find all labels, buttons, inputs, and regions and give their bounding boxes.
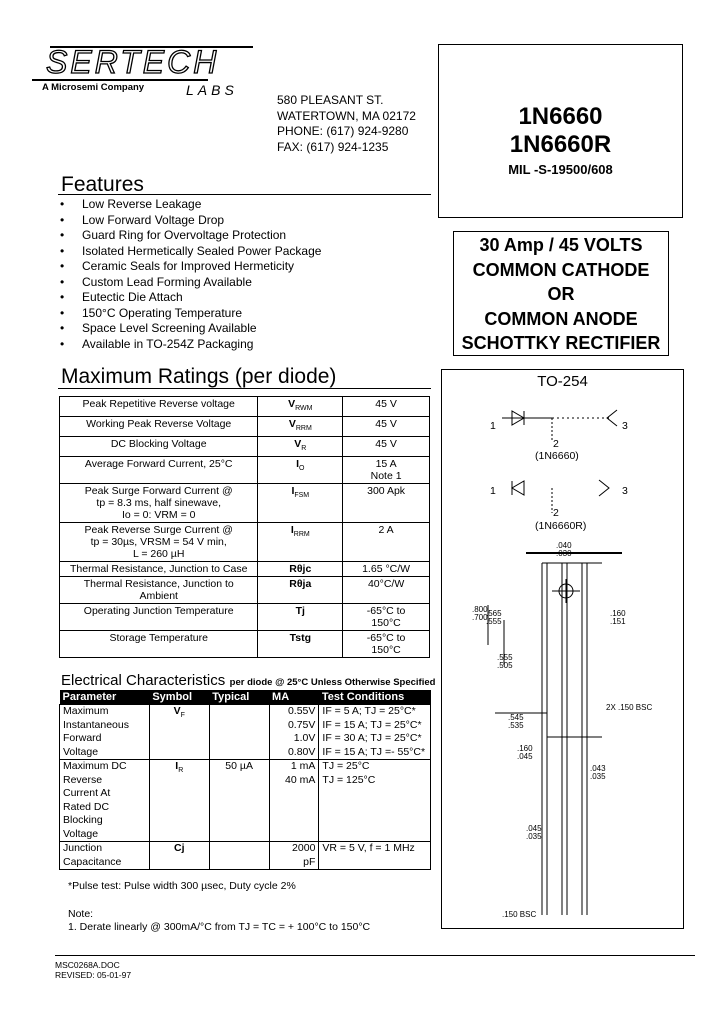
electrical-header: Symbol xyxy=(149,690,209,705)
electrical-parameter: Maximum DC Reverse Current At Rated DC Blocking Voltage xyxy=(60,760,150,842)
rating-parameter: Peak Surge Forward Current @ tp = 8.3 ms, half sinewave, Io = 0: VRM = 0 xyxy=(60,484,258,523)
rating-symbol: Rθjc xyxy=(258,562,343,577)
dim-label: .160 .151 xyxy=(610,609,626,626)
electrical-symbol: Cj xyxy=(149,842,209,870)
part-number-box xyxy=(438,44,683,218)
feature-item: • Available in TO-254Z Packaging xyxy=(56,337,321,353)
feature-item: • Eutectic Die Attach xyxy=(56,290,321,306)
pin-label: 3 xyxy=(622,485,628,497)
footer-revised: REVISED: 05-01-97 xyxy=(55,970,132,980)
mil-spec: MIL -S-19500/608 xyxy=(508,162,613,177)
variant-label: (1N6660R) xyxy=(535,520,587,532)
dim-label: .555 .505 xyxy=(497,653,513,670)
electrical-max: 2000 pF xyxy=(269,842,319,870)
rating-parameter: Peak Reverse Surge Current @ tp = 30µs, VRSM = 54 V min, L = 260 µH xyxy=(60,523,258,562)
address-line: PHONE: (617) 924-9280 xyxy=(277,124,409,138)
dim-label: 2X .150 BSC xyxy=(606,703,653,712)
rating-row xyxy=(60,484,430,523)
electrical-typical xyxy=(209,842,269,870)
electrical-row xyxy=(60,705,431,760)
symbol-subscript: O xyxy=(299,465,305,473)
package-title: TO-254 xyxy=(537,373,588,390)
feature-item: • Ceramic Seals for Improved Hermeticity xyxy=(56,259,321,275)
electrical-row xyxy=(60,842,431,870)
electrical-symbol: $I_R$ xyxy=(149,760,209,842)
footer-doc: MSC0268A.DOC xyxy=(55,960,120,970)
address-line: WATERTOWN, MA 02172 xyxy=(277,108,416,123)
company-logo xyxy=(28,40,258,105)
rating-row xyxy=(60,577,430,604)
rating-parameter: Storage Temperature xyxy=(60,631,258,658)
rating-parameter: Thermal Resistance, Junction to Case xyxy=(60,562,258,577)
rating-symbol: $I_{RRM}$ xyxy=(258,523,343,562)
symbol-subscript: F xyxy=(180,712,185,720)
max-ratings-title: Maximum Ratings (per diode) xyxy=(61,365,337,388)
electrical-max: 0.55V 0.75V 1.0V 0.80V xyxy=(269,705,319,760)
electrical-table xyxy=(59,690,431,870)
rating-symbol: Tj xyxy=(258,604,343,631)
electrical-parameter: Maximum Instantaneous Forward Voltage xyxy=(60,705,150,760)
rating-row xyxy=(60,417,430,437)
dim-label: .043 .035 xyxy=(590,764,606,781)
electrical-conditions: IF = 5 A; TJ = 25°C* IF = 15 A; TJ = 25°C* IF = 30 A; TJ = 25°C* IF = 15 A; TJ =- 55°C* xyxy=(319,705,431,760)
rating-symbol: $V_{RRM}$ xyxy=(258,417,343,437)
electrical-subtitle: per diode @ 25°C Unless Otherwise Specified xyxy=(229,677,436,688)
feature-item: • 150°C Operating Temperature xyxy=(56,306,321,322)
electrical-conditions: VR = 5 V, f = 1 MHz xyxy=(319,842,431,870)
pin-label: 3 xyxy=(622,420,628,432)
pin-label: 1 xyxy=(490,420,496,432)
package-panel xyxy=(441,369,684,929)
company-tagline: A Microsemi Company xyxy=(42,82,145,93)
electrical-typical: 50 µA xyxy=(209,760,269,842)
dim-label: .545 .535 xyxy=(508,713,524,730)
rating-parameter: Average Forward Current, 25°C xyxy=(60,457,258,484)
address-line: 580 PLEASANT ST. xyxy=(277,93,384,107)
description-line: SCHOTTKY RECTIFIER xyxy=(461,333,661,353)
notes-title: Note: xyxy=(68,908,94,920)
dim-label: .045 .035 xyxy=(526,824,542,841)
features-title: Features xyxy=(61,173,144,196)
pulse-test-note: *Pulse test: Pulse width 300 µsec, Duty cycle 2% xyxy=(68,880,296,892)
electrical-header: Test Conditions xyxy=(319,690,431,705)
rating-row xyxy=(60,604,430,631)
symbol-subscript: R xyxy=(301,445,307,453)
company-address xyxy=(277,93,416,155)
features-rule xyxy=(58,194,431,195)
rating-value: -65°C to 150°C xyxy=(343,604,430,631)
rating-value: 1.65 °C/W xyxy=(343,562,430,577)
feature-item: • Space Level Screening Available xyxy=(56,321,321,337)
feature-item: • Low Forward Voltage Drop xyxy=(56,213,321,229)
variant-label: (1N6660) xyxy=(535,450,579,462)
electrical-conditions: TJ = 25°C TJ = 125°C xyxy=(319,760,431,842)
rating-value: 45 V xyxy=(343,437,430,457)
feature-item: • Low Reverse Leakage xyxy=(56,197,321,213)
dim-label: .040 .030 xyxy=(556,541,572,558)
diode-symbol xyxy=(512,481,524,495)
rating-symbol: $I_O$ xyxy=(258,457,343,484)
description-line: OR xyxy=(547,284,575,304)
package-diagram xyxy=(442,395,685,925)
rating-symbol: $I_{FSM}$ xyxy=(258,484,343,523)
rating-value: -65°C to 150°C xyxy=(343,631,430,658)
diode-symbol xyxy=(599,480,609,496)
logo-sub: LABS xyxy=(186,82,238,98)
electrical-symbol: $V_F$ xyxy=(149,705,209,760)
rating-row xyxy=(60,397,430,417)
symbol-subscript: R xyxy=(178,767,184,775)
electrical-title: Electrical Characteristics xyxy=(61,672,226,689)
electrical-header: Typical xyxy=(209,690,269,705)
part-number-reverse: 1N6660R xyxy=(509,131,612,158)
description-line: 30 Amp / 45 VOLTS xyxy=(479,235,643,255)
rating-parameter: Operating Junction Temperature xyxy=(60,604,258,631)
electrical-row xyxy=(60,760,431,842)
electrical-header: MA xyxy=(269,690,319,705)
rating-row xyxy=(60,631,430,658)
max-ratings-table xyxy=(59,396,430,658)
rating-symbol: $V_R$ xyxy=(258,437,343,457)
rating-parameter: Thermal Resistance, Junction to Ambient xyxy=(60,577,258,604)
pin-label: 2 xyxy=(553,507,559,519)
max-ratings-rule xyxy=(58,388,431,389)
rating-row xyxy=(60,437,430,457)
electrical-max: 1 mA 40 mA xyxy=(269,760,319,842)
dim-label: .800 .700 xyxy=(472,605,488,622)
rating-symbol: Rθja xyxy=(258,577,343,604)
dim-label: .565 .555 xyxy=(486,609,502,626)
pin-label: 2 xyxy=(553,438,559,450)
rating-value: 45 V xyxy=(343,417,430,437)
symbol-subscript: RWM xyxy=(295,405,313,413)
address-line: FAX: (617) 924-1235 xyxy=(277,139,389,154)
rating-parameter: Peak Repetitive Reverse voltage xyxy=(60,397,258,417)
rating-row xyxy=(60,523,430,562)
feature-item: • Guard Ring for Overvoltage Protection xyxy=(56,228,321,244)
rating-value: 15 A Note 1 xyxy=(343,457,430,484)
footer-rule xyxy=(55,955,695,956)
dim-label: .160 .045 xyxy=(517,744,533,761)
part-number-primary: 1N6660 xyxy=(518,103,603,130)
rating-row xyxy=(60,562,430,577)
symbol-subscript: RRM xyxy=(293,531,310,539)
description-line: COMMON ANODE xyxy=(484,308,638,329)
rating-symbol: $V_{RWM}$ xyxy=(258,397,343,417)
rating-value: 45 V xyxy=(343,397,430,417)
logo-text: SERTECH xyxy=(46,44,220,80)
rating-parameter: DC Blocking Voltage xyxy=(60,437,258,457)
electrical-heading xyxy=(61,672,435,690)
electrical-typical xyxy=(209,705,269,760)
note-item: 1. Derate linearly @ 300mA/°C from TJ = TC = + 100°C to 150°C xyxy=(68,921,371,933)
symbol-subscript: RRM xyxy=(295,425,312,433)
feature-item: • Isolated Hermetically Sealed Power Package xyxy=(56,244,321,260)
rating-parameter: Working Peak Reverse Voltage xyxy=(60,417,258,437)
symbol-subscript: FSM xyxy=(294,492,310,500)
rating-value: 300 Apk xyxy=(343,484,430,523)
rating-row xyxy=(60,457,430,484)
rating-value: 2 A xyxy=(343,523,430,562)
description-box xyxy=(453,231,669,356)
features-list xyxy=(56,197,321,352)
rating-symbol: Tstg xyxy=(258,631,343,658)
feature-item: • Custom Lead Forming Available xyxy=(56,275,321,291)
pin-label: 1 xyxy=(490,485,496,497)
rating-value: 40°C/W xyxy=(343,577,430,604)
dim-label: .150 BSC xyxy=(502,910,537,919)
electrical-parameter: Junction Capacitance xyxy=(60,842,150,870)
electrical-header: Parameter xyxy=(60,690,150,705)
description-line: COMMON CATHODE xyxy=(472,259,650,280)
